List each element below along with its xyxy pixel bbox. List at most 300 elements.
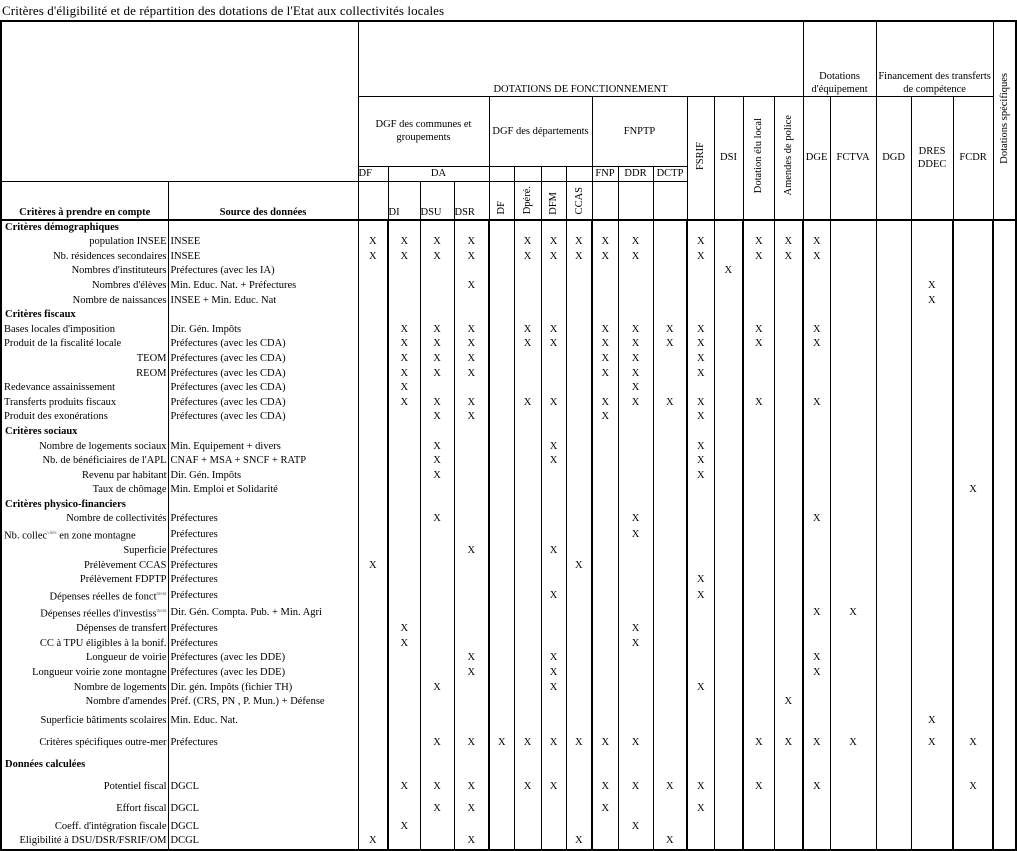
mark-cell [714,367,743,382]
criterion-label: Produit des exonérations [1,410,168,425]
mark-cell [714,396,743,411]
mark-cell [953,250,993,265]
header-df-communes: DF [358,166,388,182]
mark-cell [653,754,687,776]
mark-cell [911,323,953,338]
mark-cell [993,573,1016,588]
mark-cell [687,483,714,498]
table-row [1,250,1016,265]
mark-cell [953,605,993,622]
mark-cell [618,588,653,605]
mark-cell [388,308,420,323]
mark-cell: X [618,622,653,637]
mark-cell [993,695,1016,710]
mark-cell [803,498,830,513]
mark-cell [876,798,911,820]
criterion-label: CC à TPU éligibles à la bonif. [1,637,168,652]
mark-cell [774,637,803,652]
header-dotation-elu-local: Dotation élu local [743,96,774,220]
mark-cell [358,323,388,338]
mark-cell [541,637,566,652]
source-cell [168,754,358,776]
criterion-label: Transferts produits fiscaux [1,396,168,411]
mark-cell [541,710,566,732]
mark-cell [714,235,743,250]
mark-cell [911,250,953,265]
mark-cell [830,279,876,294]
mark-cell [514,425,541,440]
mark-cell [592,651,618,666]
mark-cell [714,588,743,605]
mark-cell [388,279,420,294]
mark-cell [774,498,803,513]
mark-cell [876,498,911,513]
mark-cell [489,588,514,605]
mark-cell [358,483,388,498]
mark-cell [911,220,953,236]
mark-cell [358,527,388,544]
mark-cell [911,637,953,652]
mark-cell [743,279,774,294]
mark-cell [388,588,420,605]
mark-cell: X [454,250,489,265]
mark-cell [514,352,541,367]
mark-cell: X [743,776,774,798]
mark-cell [714,754,743,776]
mark-cell [653,666,687,681]
mark-cell: X [388,352,420,367]
mark-cell [388,710,420,732]
mark-cell: X [774,235,803,250]
section-label: Critères physico-financiers [1,498,168,513]
mark-cell [774,622,803,637]
mark-cell [830,776,876,798]
mark-cell [489,605,514,622]
mark-cell [743,798,774,820]
mark-cell [420,695,454,710]
mark-cell: X [618,512,653,527]
mark-cell [993,308,1016,323]
mark-cell [993,352,1016,367]
mark-cell [876,425,911,440]
table-row [1,512,1016,527]
mark-cell [653,512,687,527]
mark-cell [541,294,566,309]
mark-cell [830,469,876,484]
mark-cell [541,410,566,425]
source-cell: Préfectures (avec les CDA) [168,337,358,352]
mark-cell [566,308,592,323]
mark-cell [388,695,420,710]
mark-cell [830,294,876,309]
mark-cell [911,469,953,484]
table-row [1,396,1016,411]
mark-cell [514,573,541,588]
mark-cell [911,834,953,850]
mark-cell [876,454,911,469]
mark-cell [774,352,803,367]
mark-cell [911,440,953,455]
mark-cell [911,754,953,776]
criterion-label: Nombre d'amendes [1,695,168,710]
mark-cell [953,410,993,425]
mark-cell [953,834,993,850]
mark-cell [911,527,953,544]
mark-cell [911,235,953,250]
mark-cell: X [566,235,592,250]
mark-cell [876,666,911,681]
mark-cell: X [454,337,489,352]
section-label: Données calculées [1,754,168,776]
mark-cell [953,498,993,513]
mark-cell [489,250,514,265]
mark-cell [953,527,993,544]
table-row [1,666,1016,681]
mark-cell [592,440,618,455]
mark-cell: X [420,732,454,754]
mark-cell [743,469,774,484]
mark-cell [993,588,1016,605]
mark-cell [592,454,618,469]
mark-cell [993,454,1016,469]
mark-cell [653,651,687,666]
mark-cell [803,637,830,652]
mark-cell: X [514,396,541,411]
mark-cell [618,425,653,440]
mark-cell [774,469,803,484]
table-row [1,410,1016,425]
mark-cell [420,527,454,544]
mark-cell [743,622,774,637]
criterion-label: Longueur de voirie [1,651,168,666]
mark-cell [911,498,953,513]
mark-cell: X [803,776,830,798]
mark-cell [489,695,514,710]
mark-cell: X [454,352,489,367]
mark-cell [743,454,774,469]
mark-cell [514,710,541,732]
source-cell: DGCL [168,798,358,820]
mark-cell: X [743,323,774,338]
mark-cell [653,367,687,382]
mark-cell [876,396,911,411]
mark-cell [993,235,1016,250]
mark-cell: X [541,681,566,696]
mark-cell [830,622,876,637]
section-row [1,754,1016,776]
mark-cell [876,250,911,265]
mark-cell: X [566,559,592,574]
mark-cell: X [911,732,953,754]
mark-cell [714,220,743,236]
mark-cell [687,666,714,681]
mark-cell [876,440,911,455]
mark-cell: X [803,323,830,338]
mark-cell [358,622,388,637]
mark-cell [953,352,993,367]
header-ccas: CCAS [566,182,592,220]
mark-cell [514,279,541,294]
mark-cell [566,651,592,666]
mark-cell [830,512,876,527]
mark-cell [774,410,803,425]
mark-cell: X [358,235,388,250]
mark-cell [592,527,618,544]
mark-cell: X [714,264,743,279]
mark-cell [993,381,1016,396]
mark-cell [876,323,911,338]
mark-cell [876,381,911,396]
mark-cell [489,754,514,776]
mark-cell [566,754,592,776]
mark-cell [489,367,514,382]
mark-cell [592,220,618,236]
mark-cell [420,220,454,236]
mark-cell: X [687,367,714,382]
mark-cell [489,337,514,352]
mark-cell [687,279,714,294]
mark-cell [803,352,830,367]
mark-cell [743,483,774,498]
mark-cell: X [618,732,653,754]
mark-cell [714,352,743,367]
mark-cell [489,776,514,798]
mark-cell: X [653,396,687,411]
mark-cell [454,381,489,396]
mark-cell [653,454,687,469]
mark-cell [388,681,420,696]
mark-cell: X [592,798,618,820]
mark-cell: X [420,323,454,338]
mark-cell [830,637,876,652]
mark-cell: X [358,834,388,850]
mark-cell [618,264,653,279]
table-row [1,622,1016,637]
mark-cell [743,605,774,622]
header-di: DI [388,182,420,220]
table-row [1,294,1016,309]
mark-cell [714,527,743,544]
mark-cell [653,622,687,637]
mark-cell [618,666,653,681]
mark-cell [618,710,653,732]
mark-cell [993,666,1016,681]
mark-cell [489,834,514,850]
header-dge: DGE [803,96,830,220]
mark-cell [714,559,743,574]
mark-cell [358,605,388,622]
mark-cell [358,544,388,559]
mark-cell [541,605,566,622]
criterion-label: Dépenses réelles d'investiss$^{ment}$ [1,605,168,622]
mark-cell [803,588,830,605]
mark-cell: X [618,352,653,367]
mark-cell: X [687,469,714,484]
mark-cell [566,710,592,732]
mark-cell [714,834,743,850]
mark-cell [876,544,911,559]
group-fonctionnement: DOTATIONS DE FONCTIONNEMENT [358,21,803,96]
mark-cell [592,308,618,323]
mark-cell [454,512,489,527]
mark-cell [830,573,876,588]
mark-cell [420,559,454,574]
mark-cell [358,512,388,527]
mark-cell: X [388,381,420,396]
header-criteres: Critères à prendre en compte [1,182,168,220]
mark-cell [830,527,876,544]
mark-cell [953,264,993,279]
mark-cell [454,573,489,588]
mark-cell: X [618,367,653,382]
mark-cell [993,396,1016,411]
mark-cell: X [541,396,566,411]
mark-cell [388,527,420,544]
mark-cell [514,294,541,309]
mark-cell [653,798,687,820]
mark-cell [566,410,592,425]
mark-cell [830,425,876,440]
source-cell: Dir. Gén. Impôts [168,323,358,338]
mark-cell [803,279,830,294]
mark-cell [876,622,911,637]
mark-cell [911,381,953,396]
mark-cell [358,776,388,798]
mark-cell [420,710,454,732]
mark-cell [388,605,420,622]
source-cell: DCGL [168,834,358,850]
header-dpere: Dpéré. [514,182,541,220]
mark-cell [618,559,653,574]
source-cell: Préfectures [168,637,358,652]
mark-cell [774,651,803,666]
mark-cell [592,588,618,605]
mark-cell [687,294,714,309]
table-row [1,710,1016,732]
mark-cell [714,440,743,455]
mark-cell [420,381,454,396]
mark-cell [541,264,566,279]
mark-cell [592,754,618,776]
group-equipement: Dotations d'équipement [803,21,876,96]
mark-cell [566,527,592,544]
mark-cell [687,381,714,396]
criterion-label: Nombre de logements sociaux [1,440,168,455]
mark-cell: X [803,651,830,666]
mark-cell [714,776,743,798]
mark-cell [388,754,420,776]
mark-cell: X [618,235,653,250]
mark-cell [388,666,420,681]
mark-cell [743,220,774,236]
mark-cell [774,308,803,323]
mark-cell [618,483,653,498]
mark-cell [953,798,993,820]
mark-cell: X [514,776,541,798]
mark-cell: X [454,834,489,850]
mark-cell [876,681,911,696]
mark-cell [743,381,774,396]
mark-cell [420,573,454,588]
mark-cell [774,798,803,820]
mark-cell: X [687,235,714,250]
mark-cell [653,498,687,513]
table-row [1,559,1016,574]
mark-cell [993,637,1016,652]
mark-cell [388,264,420,279]
mark-cell [514,559,541,574]
mark-cell: X [743,235,774,250]
mark-cell [420,637,454,652]
mark-cell [953,637,993,652]
mark-cell [489,469,514,484]
mark-cell [911,605,953,622]
mark-cell [489,483,514,498]
mark-cell [358,352,388,367]
mark-cell [388,573,420,588]
mark-cell [830,410,876,425]
mark-cell [358,410,388,425]
header-dgd: DGD [876,96,911,220]
mark-cell [774,666,803,681]
mark-cell [714,637,743,652]
mark-cell [454,605,489,622]
mark-cell [566,776,592,798]
mark-cell [830,352,876,367]
mark-cell: X [618,396,653,411]
mark-cell [566,544,592,559]
mark-cell [653,235,687,250]
mark-cell [774,605,803,622]
mark-cell [803,754,830,776]
table-row [1,776,1016,798]
mark-cell [592,710,618,732]
mark-cell [911,425,953,440]
mark-cell: X [830,732,876,754]
mark-cell [358,440,388,455]
mark-cell [489,622,514,637]
mark-cell: X [687,681,714,696]
mark-cell [514,527,541,544]
mark-cell [489,410,514,425]
mark-cell [803,264,830,279]
mark-cell [358,732,388,754]
mark-cell [653,732,687,754]
mark-cell [514,798,541,820]
mark-cell: X [803,732,830,754]
mark-cell [514,695,541,710]
mark-cell [420,294,454,309]
mark-cell [876,294,911,309]
mark-cell [592,483,618,498]
mark-cell [876,483,911,498]
mark-cell [541,279,566,294]
mark-cell [911,588,953,605]
table-row [1,469,1016,484]
mark-cell [714,279,743,294]
mark-cell: X [514,250,541,265]
mark-cell: X [541,776,566,798]
mark-cell [489,527,514,544]
mark-cell [687,834,714,850]
mark-cell [653,710,687,732]
mark-cell [876,637,911,652]
mark-cell: X [420,250,454,265]
criterion-label: Nb. collec$^{vités}$ en zone montagne [1,527,168,544]
mark-cell: X [541,250,566,265]
mark-cell [489,279,514,294]
mark-cell [714,425,743,440]
